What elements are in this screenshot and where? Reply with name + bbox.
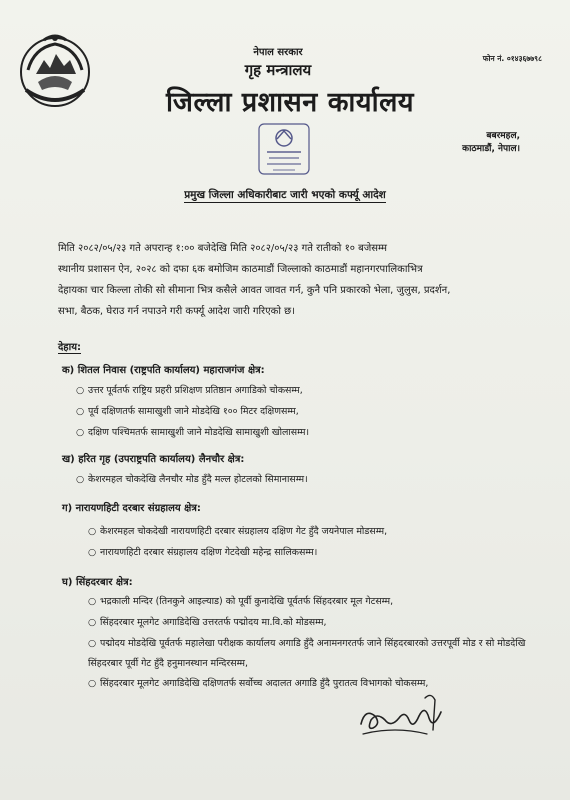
bullet-icon: ○ [88, 526, 97, 537]
list-item: ○ नारायणहिटी दरबार संग्रहालय दक्षिण गेटदेखी महेन्द्र सालिकसम्म। [88, 547, 318, 558]
section-heading: ख) हरित गृह (उपराष्ट्रपति कार्यालय) लैनचौर क्षेत्र: [62, 454, 245, 465]
bullet-icon: ○ [88, 596, 97, 607]
bullet-icon: ○ [76, 474, 85, 485]
intro-line: स्थानीय प्रशासन ऐन, २०२८ को दफा ६क बमोजिम काठमाडौं जिल्लाको काठमाडौं महानगरपालिकाभित्र [58, 264, 423, 275]
nepal-emblem-icon [14, 30, 96, 112]
list-item: ○ सिंहदरबार मूलगेट अगाडिदेखि दक्षिणतर्फ सर्वोच्च अदालत अगाडि हुँदै पुरातत्व विभागको चोकसम्म, [88, 674, 534, 694]
section-heading: क) शितल निवास (राष्ट्रपति कार्यालय) महाराजगंज क्षेत्र: [62, 365, 265, 376]
office-seal-stamp [257, 122, 311, 176]
ministry-name: गृह मन्त्रालय [244, 61, 312, 79]
phone-number: फोन नं. ०१४३६७७९८ [482, 54, 542, 63]
list-item: ○ पूर्व दक्षिणतर्फ सामाखुशी जाने मोडदेखि १०० मिटर दक्षिणसम्म, [76, 406, 299, 417]
list-item: ○ दक्षिण पश्चिमतर्फ सामाखुशी जाने मोडदेखि सामाखुशी खोलासम्म। [76, 427, 310, 438]
government-name: नेपाल सरकार [253, 47, 303, 58]
signature-mark [355, 690, 455, 742]
section-heading: ग) नारायणहिटी दरबार संग्रहालय क्षेत्र: [62, 503, 201, 514]
intro-line: मिति २०८२/०५/२३ गते अपरान्ह १:०० बजेदेखि मिति २०८२/०५/२३ गते रातीको १० बजेसम्म [58, 243, 388, 254]
bullet-icon: ○ [76, 427, 85, 438]
notice-subject [0, 188, 570, 202]
bullet-icon: ○ [88, 547, 97, 558]
address-line-1: बबरमहल, [486, 131, 520, 141]
section-heading: घ) सिंहदरबार क्षेत्र: [62, 577, 133, 588]
list-item: ○ सिंहदरबार मूलगेट अगाडिदेखि उत्तरतर्फ पद्मोदय मा.वि.को मोडसम्म, [88, 617, 327, 628]
bullet-icon: ○ [88, 617, 97, 628]
dehay-label: देहाय: [58, 342, 82, 353]
address-line-2: काठमाडौं, नेपाल। [462, 144, 520, 154]
letterhead [120, 44, 460, 119]
list-item: ○ पद्मोदय मोडदेखि पूर्वतर्फ महालेखा परीक्षक कार्यालय अगाडि हुँदै अनामनगरतर्फ जाने सिंहदरबारको उत्तरपूर्वी मोड र सो मोडदेखि सिंहदरबार पूर्वी गेट हुँदै हनुमानस्थान मन्दिरसम्म, [88, 634, 534, 674]
bullet-icon: ○ [88, 638, 97, 649]
bullet-icon: ○ [76, 385, 85, 396]
office-name: जिल्ला प्रशासन कार्यालय [165, 87, 415, 118]
list-item: ○ केशरमहल चोकदेखि लैनचौर मोड हुँदै मल्ल होटलको सिमानासम्म। [76, 474, 308, 485]
list-item: ○ भद्रकाली मन्दिर (तिनकुने आइल्याड) को पूर्वी कुनादेखि पूर्वतर्फ सिंहदरबार मूल गेटसम्म, [88, 596, 394, 607]
bullet-icon: ○ [88, 678, 97, 689]
list-item: ○ उत्तर पूर्वतर्फ राष्ट्रिय प्रहरी प्रशिक्षण प्रतिष्ठान अगाडिको चोकसम्म, [76, 385, 303, 396]
subject-text: प्रमुख जिल्ला अधिकारीबाट जारी भएको कर्फ्यू आदेश [184, 189, 386, 201]
office-address [462, 130, 520, 156]
bullet-icon: ○ [76, 406, 85, 417]
intro-line: सभा, बैठक, घेराउ गर्न नपाउने गरी कर्फ्यू आदेश जारी गरिएको छ। [58, 306, 295, 317]
intro-line: देहायका चार किल्ला तोकी सो सीमाना भित्र कसैले आवत जावत गर्न, कुनै पनि प्रकारको भेला, जुलुस, प्रदर्शन, [58, 285, 451, 296]
intro-paragraph [58, 238, 534, 322]
list-item: ○ केशरमहल चोकदेखी नारायणहिटी दरबार संग्रहालय दक्षिण गेट हुँदै जयनेपाल मोडसम्म, [88, 526, 388, 537]
